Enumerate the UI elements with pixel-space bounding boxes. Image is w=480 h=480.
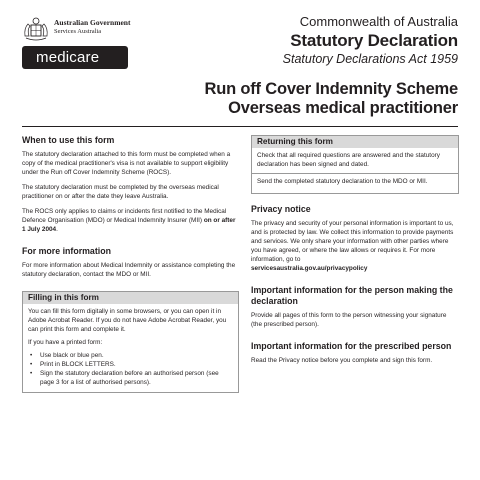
declarant-info-heading: Important information for the person making the declaration	[251, 285, 453, 306]
prescribed-person-heading: Important information for the prescribed person	[251, 341, 452, 351]
when-to-use-paragraph: The statutory declaration must be completed by the overseas medical practitioner on or after the date they leave Australia.	[22, 184, 219, 200]
filling-in-heading: Filling in this form	[23, 292, 238, 304]
page-title: Statutory Declaration	[290, 31, 458, 50]
left-column	[22, 135, 239, 403]
scheme-title	[205, 80, 458, 118]
returning-paragraph: Send the completed statutory declaration to the MDO or MII.	[257, 178, 428, 185]
bullet-icon: •	[30, 352, 33, 359]
more-information-paragraph: For more information about Medical Indemnity or assistance completing the statutory declaration, contact the MDO or MII.	[22, 262, 236, 278]
prescribed-person-paragraph: Read the Privacy notice before you complete and sign this form.	[251, 357, 433, 364]
when-to-use-paragraph	[22, 207, 239, 234]
bullet-icon: •	[30, 361, 33, 368]
list-item-text: Use black or blue pen.	[40, 352, 104, 359]
commonwealth-label: Commonwealth of Australia	[299, 14, 458, 29]
list-item-text: Print in BLOCK LETTERS.	[40, 361, 116, 368]
rocs-end: .	[56, 226, 58, 233]
header-divider	[22, 126, 458, 127]
bullet-icon: •	[30, 370, 33, 377]
returning-paragraph: Check that all required questions are answered and the statutory declaration has been signed and dated.	[257, 152, 440, 168]
rocs-text: The ROCS only applies to claims or incidents first notified to the Medical Defence Organisation (MDO) or Medical Indemnity Insurer (MII)	[22, 208, 227, 224]
right-column	[251, 135, 459, 371]
scheme-name: Run off Cover Indemnity Scheme	[204, 80, 458, 98]
declarant-info-paragraph: Provide all pages of this form to the person witnessing your signature (the prescribed person).	[251, 312, 447, 328]
medicare-logo: medicare	[22, 46, 128, 69]
government-name: Australian Government	[54, 18, 131, 27]
privacy-text: The privacy and security of your personal information is important to us, and is protected by law. We collect this information to provide payments and services. We only share your information with other parties where you have agreed, or where the law allows or requires it. For more information, go to	[251, 220, 454, 263]
form-title-block	[283, 14, 458, 67]
returning-divider	[252, 173, 458, 174]
list-item-text: Sign the statutory declaration before an authorised person (see page 3 for a list of authorised persons).	[40, 370, 219, 386]
filling-in-paragraph: If you have a printed form:	[28, 339, 103, 346]
more-information-heading: For more information	[22, 246, 111, 256]
agency-name: Services Australia	[54, 28, 102, 35]
when-to-use-heading: When to use this form	[22, 135, 115, 145]
scheme-subtitle: Overseas medical practitioner	[228, 99, 458, 117]
when-to-use-paragraph: The statutory declaration attached to this form must be completed when a copy of the medical practitioner's visa is not available to support eligibility under the Run off Cover Indemnity Scheme (ROCS).	[22, 151, 231, 176]
act-name: Statutory Declarations Act 1959	[282, 52, 458, 66]
list-item	[28, 369, 233, 387]
returning-box	[251, 135, 459, 194]
returning-heading: Returning this form	[252, 136, 458, 148]
coat-of-arms-icon	[22, 16, 50, 42]
filling-in-box	[22, 291, 239, 393]
privacy-notice-heading: Privacy notice	[251, 204, 311, 214]
rocs-date: on or after 1 July 2004	[22, 217, 236, 233]
instructions-list	[28, 351, 233, 387]
privacy-notice-paragraph	[251, 219, 459, 273]
privacy-policy-link[interactable]: servicesaustralia.gov.au/privacypolicy	[251, 265, 368, 272]
filling-in-paragraph: You can fill this form digitally in some browsers, or you can open it in Adobe Acrobat Reader. If you do not have Adobe Acrobat Reader, you can print this form and complete it.	[28, 308, 227, 333]
list-item	[28, 351, 233, 360]
list-item	[28, 360, 233, 369]
